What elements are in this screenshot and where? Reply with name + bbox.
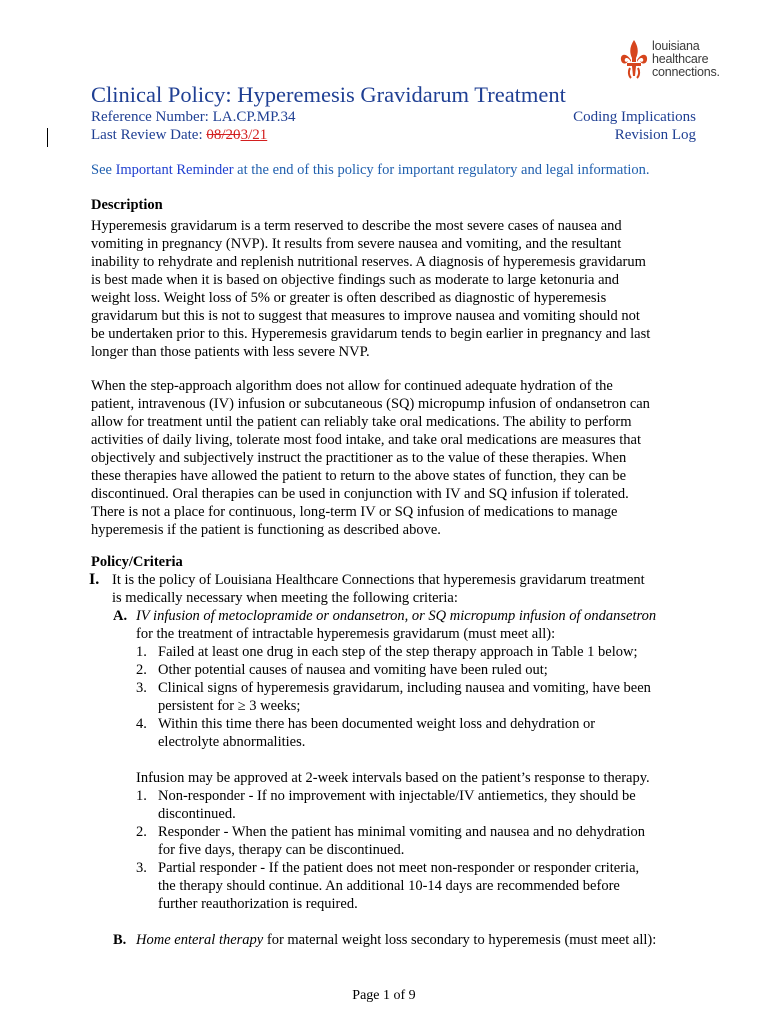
list-item: Responder - When the patient has minimal vomiting and nausea and no dehydration [158,824,645,840]
section-text: It is the policy of Louisiana Healthcare Connections that hyperemesis gravidarum treatment [112,572,645,588]
list-item: Within this time there has been documented weight loss and dehydration or [158,716,596,732]
list-item: further reauthorization is required. [158,896,358,912]
reference-number: Reference Number: LA.CP.MP.34 [91,109,296,125]
paragraph-line: When the step-approach algorithm does not allow for continued adequate hydration of the [91,378,613,394]
logo-text-line: healthcare [652,52,709,66]
list-item-number: 2. [136,662,147,678]
letter-label: B. [113,932,127,948]
paragraph-line: inability to rehydrate and replenish nutritional reserves. A diagnosis of hyperemesis gravidarum [91,254,646,270]
header-links [573,108,696,144]
criterion-b-italic: Home enteral therapy [136,932,264,948]
list-item: Other potential causes of nausea and vomiting have been ruled out; [158,662,548,678]
logo-text-line: louisiana [652,39,700,53]
paragraph-line: gravidarum but this is not to suggest that measures to improve nausea and vomiting should not [91,308,640,324]
company-logo [618,36,718,86]
last-review-date [91,126,296,144]
list-item-number: 3. [136,860,147,876]
review-date-deleted: 08/20 [206,127,241,143]
policy-criteria-heading: Policy/Criteria [91,554,183,570]
paragraph-line: be undertaken prior to this. Hyperemesis gravidarum tends to begin earlier in pregnancy and last [91,326,651,342]
list-item: discontinued. [158,806,236,822]
reminder-text: See [91,162,116,178]
criterion-b-letter [113,931,126,949]
paragraph-line: Hyperemesis gravidarum is a term reserved to describe the most severe cases of nausea and [91,218,622,234]
important-reminder-link[interactable]: Important Reminder [115,162,234,178]
review-label: Last Review Date: [91,127,207,143]
fleur-de-lis-icon [618,38,650,82]
paragraph-line: There is not a place for continuous, long-term IV or SQ infusion of medications to manage [91,504,618,520]
paragraph-line: is best made when it is based on objective findings such as moderate to large ketonuria and [91,272,620,288]
list-item: the therapy should continue. An additional 10-14 days are recommended before [158,878,620,894]
list-item: electrolyte abnormalities. [158,734,306,750]
text-cursor [47,128,48,147]
description-paragraph-2 [91,377,691,539]
list-item-number: 2. [136,824,147,840]
criterion-a-letter [113,607,127,625]
revision-log-link[interactable]: Revision Log [614,127,696,143]
list-item: Non-responder - If no improvement with injectable/IV antiemetics, they should be [158,788,636,804]
list-item: Partial responder - If the patient does not meet non-responder or responder criteria, [158,860,640,876]
paragraph-line: hyperemesis if the patient is functioning as described above. [91,522,441,538]
section-text: is medically necessary when meeting the following criteria: [112,590,458,606]
page-number: Page 1 of 9 [352,988,416,1003]
criterion-b-text: for maternal weight loss secondary to hyperemesis (must meet all): [263,932,657,948]
coding-implications-link[interactable]: Coding Implications [573,109,696,125]
logo-text-line: connections. [652,65,720,79]
section-number: I. [89,571,100,588]
list-item: persistent for ≥ 3 weeks; [158,698,301,714]
paragraph-line: discontinued. Oral therapies can be used in conjunction with IV and SQ infusion if tolerated. [91,486,629,502]
paragraph-line: vomiting in pregnancy (NVP). It results from severe nausea and vomiting, and the resultant [91,236,622,252]
list-item: Clinical signs of hyperemesis gravidarum, including nausea and vomiting, have been [158,680,651,696]
paragraph-line: patient, intravenous (IV) infusion or subcutaneous (SQ) micropump infusion of ondansetron can [91,396,650,412]
list-item-number: 1. [136,644,147,660]
paragraph-line: allow for treatment until the patient can reliably take oral medications. The ability to perform [91,414,632,430]
page-title: Clinical Policy: Hyperemesis Gravidarum Treatment [91,82,566,107]
list-item: for five days, therapy can be discontinued. [158,842,405,858]
important-reminder-note [91,162,650,179]
paragraph-line: these therapies have allowed the patient to return to the above states of function, they can be [91,468,627,484]
description-paragraph-1 [91,217,691,361]
paragraph-line: activities of daily living, tolerate most food intake, and take oral medications are measures that [91,432,642,448]
reminder-text: at the end of this policy for important regulatory and legal information. [233,162,650,178]
paragraph-line: objectively and subjectively instruct the practitioner as to the value of these therapies. When [91,450,627,466]
letter-label: A. [113,608,128,624]
policy-meta [91,108,296,144]
list-item-number: 3. [136,680,147,696]
paragraph-line: weight loss. Weight loss of 5% or greater is often described as diagnostic of hyperemesis [91,290,607,306]
description-heading: Description [91,197,163,213]
criterion-a-subtitle: for the treatment of intractable hyperemesis gravidarum (must meet all): [136,626,556,642]
list-item: Failed at least one drug in each step of the step therapy approach in Table 1 below; [158,644,638,660]
review-date-inserted: 3/21 [240,127,268,143]
criterion-a-title: IV infusion of metoclopramide or ondansetron, or SQ micropump infusion of ondansetron [136,608,657,624]
list-item-number: 1. [136,788,147,804]
paragraph-line: longer than those patients with less severe NVP. [91,344,370,360]
criterion-b-title [136,931,656,949]
logo-wordmark [652,40,720,79]
list-item-number: 4. [136,716,147,732]
infusion-note: Infusion may be approved at 2-week intervals based on the patient’s response to therapy. [136,770,650,786]
